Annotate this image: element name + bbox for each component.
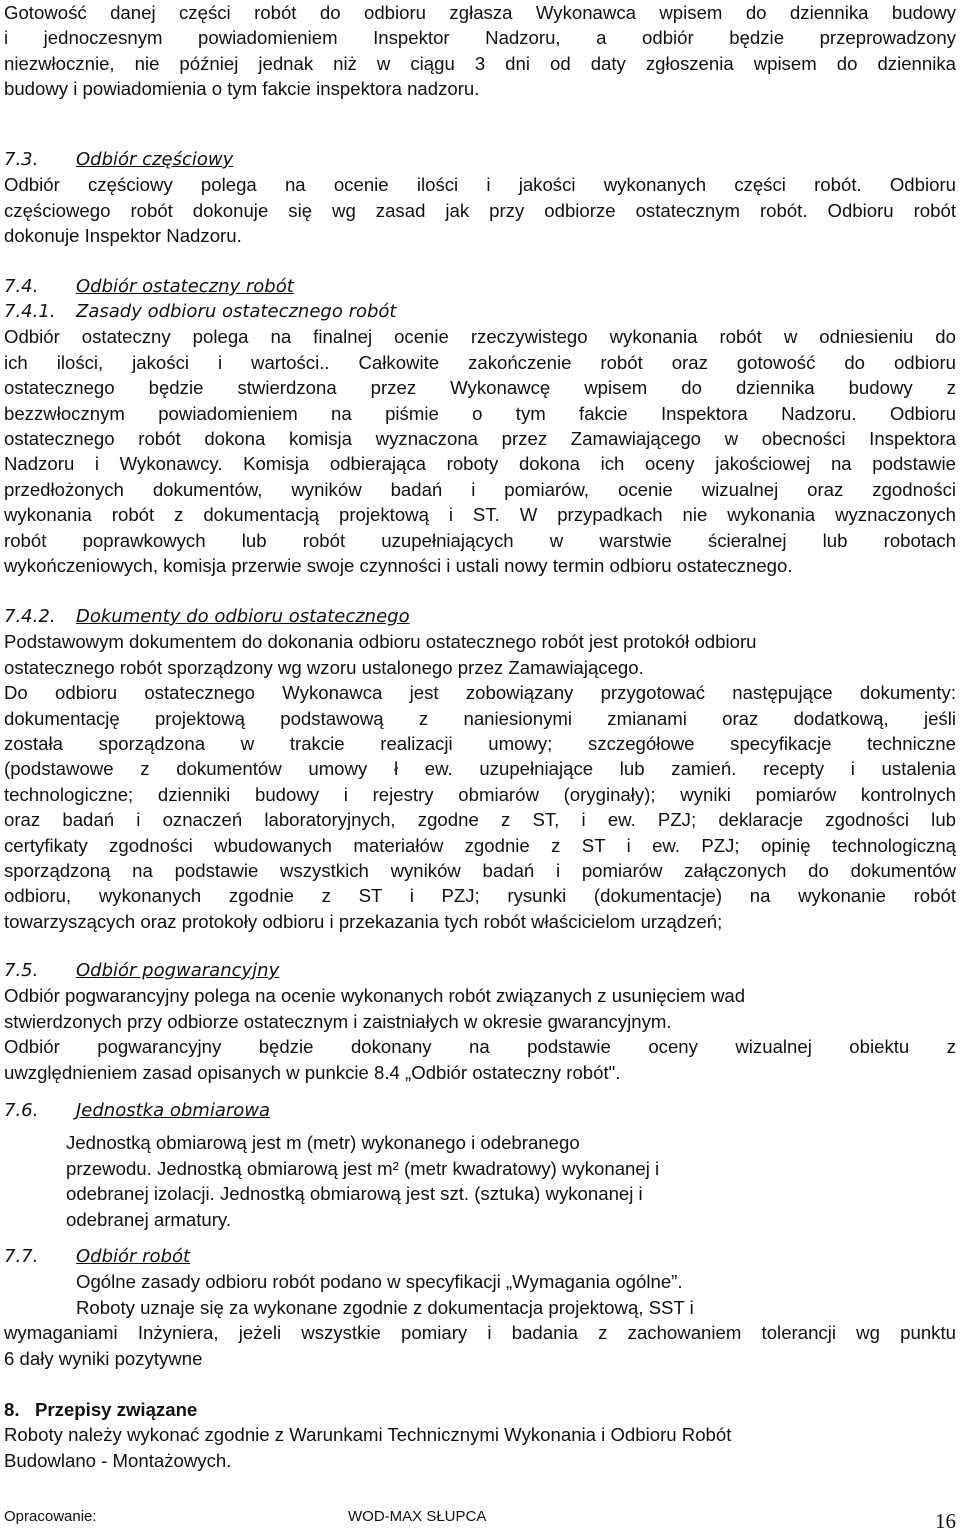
text-line: Odbiór ostateczny polega na finalnej ocenie rzeczywistego wykonania robót w odniesieniu do bbox=[4, 326, 956, 348]
text-line: ostatecznego będzie stwierdzona przez Wykonawcę wpisem do dziennika budowy z bbox=[4, 377, 956, 399]
section-7-7 bbox=[4, 1244, 956, 1371]
text-line: uwzględnieniem zasad opisanych w punkcie 8.4 „Odbiór ostateczny robót". bbox=[4, 1061, 621, 1083]
text-line: sporządzoną na podstawie wszystkich wyników badań i pomiarów załączonych do dokumentów bbox=[4, 860, 956, 882]
text-line: Roboty należy wykonać zgodnie z Warunkami Technicznymi Wykonania i Odbioru Robót bbox=[4, 1424, 732, 1446]
section-title: Zasady odbioru ostatecznego robót bbox=[76, 301, 397, 322]
section-number: 7.3. bbox=[4, 149, 39, 170]
text-line: częściowego robót dokonuje się wg zasad jak przy odbiorze ostatecznym robót. Odbioru robót bbox=[4, 199, 956, 221]
text-line: niezwłocznie, nie później jednak niż w ciągu 3 dni od daty zgłoszenia wpisem do dziennika bbox=[4, 52, 956, 74]
text-line: Gotowość danej części robót do odbioru zgłasza Wykonawca wpisem do dziennika budowy bbox=[4, 2, 956, 23]
text-line: Nadzoru i Wykonawcy. Komisja odbierająca roboty dokona ich oceny jakościowej na podstawie bbox=[4, 453, 956, 475]
text-line: Odbiór pogwarancyjny będzie dokonany na podstawie oceny wizualnej obiektu z bbox=[4, 1036, 956, 1058]
text-line: technologiczne; dzienniki budowy i rejestry obmiarów (oryginały); wyniki pomiarów kontrolnych bbox=[4, 783, 956, 805]
text-line: stwierdzonych przy odbiorze ostatecznym i zaistniałych w okresie gwarancyjnym. bbox=[4, 1010, 672, 1032]
text-line: bezzwłocznym powiadomieniem na piśmie o tym fakcie Inspektora Nadzoru. Odbioru bbox=[4, 402, 956, 424]
text-line: dokonuje Inspektor Nadzoru. bbox=[4, 225, 242, 247]
footer-divider bbox=[0, 1505, 960, 1506]
section-title: Odbiór pogwarancyjny bbox=[76, 960, 280, 981]
section-number: 7.4.1. bbox=[4, 301, 56, 322]
text-line: Ogólne zasady odbioru robót podano w specyfikacji „Wymagania ogólne”. bbox=[76, 1271, 683, 1293]
section-7-4-2 bbox=[4, 604, 956, 934]
text-line: oraz badań i oznaczeń laboratoryjnych, zgodne z ST, i ew. PZJ; deklaracje zgodności lub bbox=[4, 809, 956, 831]
section-heading bbox=[4, 1244, 956, 1269]
section-8 bbox=[4, 1397, 956, 1473]
section-heading bbox=[4, 604, 956, 629]
text-line: odebranej armatury. bbox=[66, 1208, 232, 1230]
text-line: i jednoczesnym powiadomieniem Inspektor Nadzoru, a odbiór będzie przeprowadzony bbox=[4, 27, 956, 49]
text-line: wymaganiami Inżyniera, jeżeli wszystkie pomiary i badania z zachowaniem tolerancji wg punktu bbox=[4, 1322, 956, 1344]
text-line: robót poprawkowych lub robót uzupełniających w warstwie ścieralnej lub robotach bbox=[4, 529, 956, 551]
text-line: odebranej izolacji. Jednostką obmiarową jest szt. (sztuka) wykonanej i bbox=[66, 1183, 643, 1205]
section-heading bbox=[4, 299, 956, 324]
section-title: Odbiór robót bbox=[76, 1246, 191, 1267]
section-number: 7.5. bbox=[4, 960, 39, 981]
text-line: ich ilości, jakości i wartości.. Całkowite zakończenie robót oraz gotowość do odbioru bbox=[4, 351, 956, 373]
section-number: 7.4.2. bbox=[4, 606, 56, 627]
section-number: 7.6. bbox=[4, 1100, 39, 1121]
text-line: Odbiór pogwarancyjny polega na ocenie wykonanych robót związanych z usunięciem wad bbox=[4, 985, 746, 1007]
page-number: 16 bbox=[935, 1509, 956, 1533]
footer-label: Opracowanie: bbox=[4, 1508, 97, 1525]
text-line: wykończeniowych, komisja przerwie swoje czynności i ustali nowy termin odbioru ostatecznego. bbox=[4, 555, 793, 577]
section-7-5 bbox=[4, 958, 956, 1085]
text-line: Podstawowym dokumentem do dokonania odbioru ostatecznego robót jest protokół odbioru bbox=[4, 631, 757, 653]
text-line: towarzyszących oraz protokoły odbioru i przekazania tych robót właścicielom urządzeń; bbox=[4, 910, 723, 932]
text-line: odbioru, wykonanych zgodnie z ST i PZJ; rysunki (dokumentacje) na wykonanie robót bbox=[4, 885, 956, 907]
text-line: (podstawowe z dokumentów umowy ł ew. uzupełniające lub zamień. recepty i ustalenia bbox=[4, 758, 956, 780]
footer-company: WOD-MAX SŁUPCA bbox=[348, 1508, 487, 1525]
section-heading bbox=[4, 958, 956, 983]
text-line: Roboty uznaje się za wykonane zgodnie z dokumentacja projektową, SST i bbox=[76, 1296, 694, 1318]
section-title: Jednostka obmiarowa bbox=[76, 1100, 271, 1121]
text-line: certyfikaty zgodności wbudowanych materiałów zgodnie z ST i ew. PZJ; opinię technologiczną bbox=[4, 834, 956, 856]
text-line: została sporządzona w trakcie realizacji umowy; szczegółowe specyfikacje techniczne bbox=[4, 733, 956, 755]
text-line: budowy i powiadomienia o tym fakcie inspektora nadzoru. bbox=[4, 78, 480, 100]
section-7-4 bbox=[4, 274, 956, 299]
section-7-4-1 bbox=[4, 299, 956, 578]
section-7-6 bbox=[4, 1098, 956, 1232]
text-line: ostatecznego robót sporządzony wg wzoru ustalonego przez Zamawiającego. bbox=[4, 656, 644, 678]
text-line: dokumentację projektową podstawową z naniesionymi zmianami oraz dodatkową, jeśli bbox=[4, 707, 956, 729]
section-number: 7.7. bbox=[4, 1246, 39, 1267]
section-heading bbox=[4, 274, 956, 299]
section-title: Przepisy związane bbox=[35, 1399, 198, 1420]
page-footer bbox=[0, 1506, 960, 1533]
text-line: wykonania robót z dokumentacją projektową i ST. W przypadkach nie wykonania wyznaczonych bbox=[4, 504, 956, 526]
section-heading bbox=[4, 147, 956, 172]
section-number: 8. bbox=[4, 1399, 20, 1420]
text-line: przedłożonych dokumentów, wyników badań i pomiarów, ocenie wizualnej oraz zgodności bbox=[4, 478, 956, 500]
text-line: ostatecznego robót dokona komisja wyznaczona przez Zamawiającego w obecności Inspektora bbox=[4, 428, 956, 450]
text-line: przewodu. Jednostką obmiarową jest m² (metr kwadratowy) wykonanej i bbox=[66, 1157, 660, 1179]
text-line: Odbiór częściowy polega na ocenie ilości i jakości wykonanych części robót. Odbioru bbox=[4, 174, 956, 196]
section-number: 7.4. bbox=[4, 276, 39, 297]
text-line: Do odbioru ostatecznego Wykonawca jest zobowiązany przygotować następujące dokumenty: bbox=[4, 682, 956, 704]
text-line: Budowlano - Montażowych. bbox=[4, 1449, 232, 1471]
text-line: 6 dały wyniki pozytywne bbox=[4, 1347, 203, 1369]
text-line: Jednostką obmiarową jest m (metr) wykonanego i odebranego bbox=[66, 1132, 580, 1154]
intro-paragraph bbox=[4, 0, 956, 102]
section-heading bbox=[4, 1397, 956, 1422]
section-heading bbox=[4, 1098, 956, 1123]
section-title: Odbiór częściowy bbox=[76, 149, 234, 170]
section-title: Dokumenty do odbioru ostatecznego bbox=[76, 606, 410, 627]
section-7-3 bbox=[4, 147, 956, 249]
section-title: Odbiór ostateczny robót bbox=[76, 276, 294, 297]
